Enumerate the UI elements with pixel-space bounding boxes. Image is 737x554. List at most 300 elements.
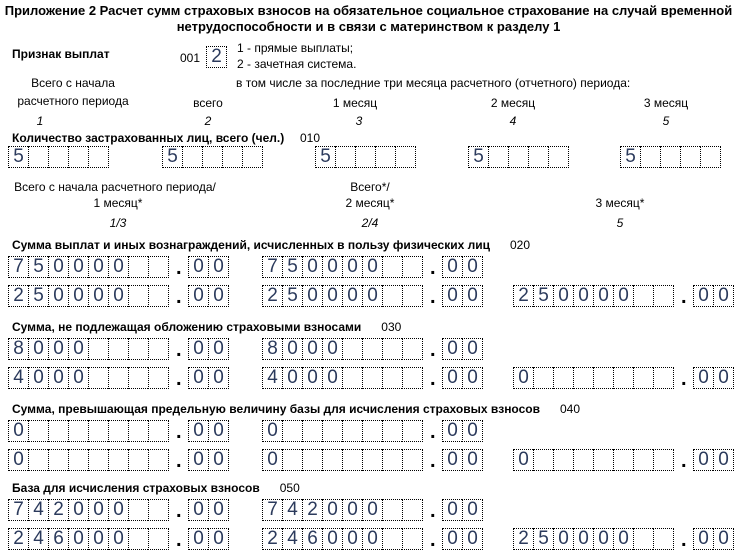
digit-cell xyxy=(342,367,362,389)
decimal-point: . xyxy=(176,500,182,522)
digit-cell xyxy=(382,367,402,389)
digit-cell: 0 xyxy=(693,449,713,471)
digit-field[interactable] xyxy=(442,499,483,521)
section-code: 040 xyxy=(560,402,581,416)
section-label: Сумма, превышающая предельную величину базы для исчисления страховых взносов xyxy=(12,402,540,416)
digit-cell: 0 xyxy=(322,338,342,360)
digit-cell xyxy=(148,338,169,360)
digit-cell: 4 xyxy=(28,499,48,521)
digit-cell xyxy=(395,146,416,168)
digit-cell xyxy=(28,146,48,168)
digit-cell xyxy=(382,449,402,471)
digit-cell xyxy=(402,420,423,442)
digit-field[interactable] xyxy=(693,285,734,307)
decimal-point: . xyxy=(176,529,182,551)
digit-cell: 5 xyxy=(315,146,335,168)
digit-cell xyxy=(128,499,148,521)
digit-cell xyxy=(108,338,128,360)
section-label: Сумма, не подлежащая обложению страховыми взносами xyxy=(12,320,362,334)
digit-cell: 0 xyxy=(362,256,382,278)
digit-cell xyxy=(335,146,355,168)
decimal-point: . xyxy=(430,529,436,551)
digit-cell: 0 xyxy=(442,338,462,360)
digit-cell: 7 xyxy=(8,499,28,521)
digit-cell xyxy=(633,528,653,550)
digit-field[interactable] xyxy=(620,146,721,168)
digit-field[interactable] xyxy=(442,367,483,389)
digit-cell: 5 xyxy=(162,146,182,168)
col-all: Всего*/ xyxy=(350,180,390,194)
digit-cell xyxy=(660,146,680,168)
decimal-point: . xyxy=(681,286,687,308)
digit-cell xyxy=(182,146,202,168)
digit-cell: 0 xyxy=(573,528,593,550)
decimal-point: . xyxy=(430,450,436,472)
digit-cell: 0 xyxy=(108,499,128,521)
digit-cell xyxy=(613,449,633,471)
digit-cell xyxy=(342,338,362,360)
digit-cell: 0 xyxy=(342,499,362,521)
digit-cell: 5 xyxy=(533,528,553,550)
digit-cell xyxy=(402,367,423,389)
sign-code: 001 xyxy=(180,51,201,65)
digit-cell: 0 xyxy=(613,528,633,550)
digit-cell: 0 xyxy=(88,285,108,307)
digit-cell xyxy=(653,449,674,471)
digit-cell xyxy=(362,367,382,389)
digit-cell: 2 xyxy=(302,499,322,521)
digit-cell xyxy=(148,528,169,550)
digit-cell: 0 xyxy=(48,285,68,307)
digit-cell: 0 xyxy=(88,256,108,278)
digit-cell xyxy=(700,146,721,168)
digit-cell: 5 xyxy=(533,285,553,307)
decimal-point: . xyxy=(176,339,182,361)
digit-field[interactable] xyxy=(442,420,483,442)
digit-cell: 4 xyxy=(282,499,302,521)
r010-code: 010 xyxy=(300,131,321,145)
digit-field[interactable] xyxy=(442,528,483,550)
digit-field[interactable] xyxy=(513,528,674,550)
digit-cell xyxy=(402,338,423,360)
digit-cell xyxy=(362,420,382,442)
digit-field[interactable] xyxy=(188,367,229,389)
digit-cell: 0 xyxy=(342,285,362,307)
digit-cell xyxy=(680,146,700,168)
digit-cell xyxy=(128,449,148,471)
digit-field[interactable] xyxy=(262,285,423,307)
decimal-point: . xyxy=(430,286,436,308)
digit-cell: 0 xyxy=(462,528,483,550)
digit-cell xyxy=(148,449,169,471)
digit-cell: 0 xyxy=(693,285,713,307)
digit-cell: 2 xyxy=(8,285,28,307)
digit-cell: 4 xyxy=(282,528,302,550)
digit-field[interactable] xyxy=(315,146,416,168)
digit-cell: 7 xyxy=(262,256,282,278)
decimal-point: . xyxy=(176,368,182,390)
digit-cell: 2 xyxy=(262,528,282,550)
col-num: 5 xyxy=(616,216,624,230)
digit-cell xyxy=(282,420,302,442)
digit-field[interactable] xyxy=(188,285,229,307)
digit-cell xyxy=(573,449,593,471)
digit-cell: 0 xyxy=(462,256,483,278)
digit-cell xyxy=(488,146,508,168)
digit-cell: 0 xyxy=(713,449,734,471)
digit-cell: 0 xyxy=(462,499,483,521)
digit-cell: 0 xyxy=(188,367,208,389)
sign-option-2: 2 - зачетная система. xyxy=(237,57,357,71)
decimal-point: . xyxy=(176,421,182,443)
digit-cell xyxy=(68,420,88,442)
digit-cell xyxy=(402,499,423,521)
digit-field[interactable] xyxy=(8,367,169,389)
col-num: 2/4 xyxy=(361,216,379,230)
digit-field[interactable] xyxy=(262,338,423,360)
digit-cell xyxy=(402,256,423,278)
digit-cell: 0 xyxy=(362,285,382,307)
digit-field[interactable] xyxy=(188,499,229,521)
digit-cell xyxy=(342,449,362,471)
digit-field[interactable] xyxy=(513,285,674,307)
digit-cell: 0 xyxy=(282,367,302,389)
digit-cell: 0 xyxy=(442,285,462,307)
col-num: 5 xyxy=(662,114,670,128)
digit-cell: 0 xyxy=(462,367,483,389)
digit-field[interactable] xyxy=(513,367,674,389)
col-num: 4 xyxy=(509,114,517,128)
digit-cell: 0 xyxy=(68,338,88,360)
decimal-point: . xyxy=(430,500,436,522)
digit-cell xyxy=(148,256,169,278)
digit-cell: 5 xyxy=(28,256,48,278)
digit-field[interactable] xyxy=(8,146,109,168)
digit-cell xyxy=(322,449,342,471)
digit-cell xyxy=(148,499,169,521)
digit-field[interactable] xyxy=(442,338,483,360)
digit-cell: 0 xyxy=(442,449,462,471)
decimal-point: . xyxy=(430,368,436,390)
digit-cell: 0 xyxy=(68,256,88,278)
digit-cell: 0 xyxy=(28,338,48,360)
digit-field[interactable] xyxy=(8,449,169,471)
digit-cell xyxy=(533,449,553,471)
digit-field[interactable] xyxy=(8,285,169,307)
digit-cell xyxy=(382,528,402,550)
digit-cell xyxy=(282,449,302,471)
digit-cell: 0 xyxy=(88,499,108,521)
digit-cell: 2 xyxy=(513,528,533,550)
digit-cell xyxy=(382,256,402,278)
digit-cell: 0 xyxy=(188,499,208,521)
digit-cell: 0 xyxy=(322,256,342,278)
digit-cell: 0 xyxy=(208,499,229,521)
col-m3: 3 месяц* xyxy=(595,196,645,210)
digit-cell: 0 xyxy=(188,528,208,550)
digit-field[interactable] xyxy=(513,449,674,471)
digit-cell xyxy=(362,449,382,471)
digit-field[interactable] xyxy=(8,256,169,278)
digit-cell xyxy=(28,449,48,471)
decimal-point: . xyxy=(681,368,687,390)
digit-cell: 7 xyxy=(262,499,282,521)
digit-cell xyxy=(128,528,148,550)
r010-label: Количество застрахованных лиц, всего (чел.) xyxy=(12,131,285,145)
digit-cell: 0 xyxy=(28,367,48,389)
digit-cell xyxy=(382,338,402,360)
digit-cell: 0 xyxy=(322,285,342,307)
section-code: 030 xyxy=(381,320,402,334)
digit-cell: 0 xyxy=(342,256,362,278)
digit-cell xyxy=(342,420,362,442)
digit-field[interactable] xyxy=(188,449,229,471)
digit-cell: 0 xyxy=(208,285,229,307)
digit-cell xyxy=(382,420,402,442)
digit-cell xyxy=(242,146,263,168)
digit-cell: 0 xyxy=(68,528,88,550)
col-m1: 1 месяц xyxy=(332,96,378,110)
digit-cell: 0 xyxy=(88,528,108,550)
digit-cell xyxy=(553,449,573,471)
digit-cell xyxy=(508,146,528,168)
digit-cell: 0 xyxy=(442,367,462,389)
section-code: 020 xyxy=(509,238,530,252)
digit-cell: 0 xyxy=(48,338,68,360)
digit-cell: 0 xyxy=(188,285,208,307)
digit-cell: 8 xyxy=(8,338,28,360)
digit-cell: 0 xyxy=(302,256,322,278)
digit-cell xyxy=(322,420,342,442)
digit-cell xyxy=(573,367,593,389)
digit-cell: 0 xyxy=(302,367,322,389)
digit-cell: 0 xyxy=(108,256,128,278)
sign-option-1: 1 - прямые выплаты; xyxy=(237,41,354,55)
digit-cell xyxy=(553,367,573,389)
digit-cell: 0 xyxy=(48,256,68,278)
digit-field[interactable] xyxy=(8,528,169,550)
digit-field[interactable] xyxy=(693,367,734,389)
digit-cell: 2 xyxy=(262,285,282,307)
digit-cell: 0 xyxy=(613,285,633,307)
sign-label: Признак выплат xyxy=(12,47,110,61)
digit-cell: 5 xyxy=(8,146,28,168)
digit-cell: 0 xyxy=(8,449,28,471)
digit-cell xyxy=(362,338,382,360)
digit-cell: 0 xyxy=(208,420,229,442)
digit-cell: 0 xyxy=(108,528,128,550)
digit-cell xyxy=(593,367,613,389)
digit-cell: 6 xyxy=(302,528,322,550)
digit-cell: 2 xyxy=(48,499,68,521)
digit-cell xyxy=(402,285,423,307)
digit-field[interactable] xyxy=(262,420,423,442)
digit-cell xyxy=(382,499,402,521)
digit-cell xyxy=(48,420,68,442)
digit-cell: 0 xyxy=(362,528,382,550)
digit-cell xyxy=(640,146,660,168)
digit-cell: 0 xyxy=(188,338,208,360)
digit-cell: 0 xyxy=(322,367,342,389)
digit-cell xyxy=(533,367,553,389)
digit-cell: 0 xyxy=(108,285,128,307)
digit-cell xyxy=(68,449,88,471)
digit-cell xyxy=(108,420,128,442)
digit-field[interactable] xyxy=(262,367,423,389)
digit-field[interactable] xyxy=(188,256,229,278)
digit-cell: 0 xyxy=(713,528,734,550)
digit-cell xyxy=(382,285,402,307)
digit-cell: 5 xyxy=(620,146,640,168)
col-num: 2 xyxy=(204,114,212,128)
digit-cell: 0 xyxy=(342,528,362,550)
digit-cell: 0 xyxy=(462,285,483,307)
digit-cell: 0 xyxy=(573,285,593,307)
col-all: всего xyxy=(193,96,223,110)
col-m3: 3 месяц xyxy=(643,96,689,110)
decimal-point: . xyxy=(430,339,436,361)
digit-cell: 0 xyxy=(188,256,208,278)
col-total-label-2: 1 месяц* xyxy=(93,196,143,210)
digit-cell xyxy=(202,146,222,168)
digit-field[interactable] xyxy=(442,256,483,278)
digit-field[interactable] xyxy=(8,499,169,521)
digit-cell xyxy=(402,528,423,550)
digit-cell xyxy=(633,367,653,389)
digit-cell xyxy=(528,146,548,168)
digit-cell: 0 xyxy=(513,367,533,389)
digit-cell: 0 xyxy=(513,449,533,471)
digit-field[interactable] xyxy=(262,449,423,471)
decimal-point: . xyxy=(681,529,687,551)
col-m2: 2 месяц xyxy=(490,96,536,110)
col-total-label: Всего с начала расчетного периода/ xyxy=(14,180,216,194)
digit-cell: 0 xyxy=(188,420,208,442)
digit-cell xyxy=(148,285,169,307)
digit-cell: 0 xyxy=(693,528,713,550)
digit-field[interactable] xyxy=(442,449,483,471)
col-num: 1 xyxy=(36,114,44,128)
digit-cell: 2 xyxy=(206,46,227,68)
digit-cell xyxy=(548,146,569,168)
digit-cell: 0 xyxy=(462,420,483,442)
digit-cell xyxy=(88,338,108,360)
form-title: Приложение 2 Расчет сумм страховых взносов на обязательное социальное страхование на случай временной нетрудоспособности и в связи с материнством к разделу 1 xyxy=(4,3,733,34)
sign-field[interactable] xyxy=(206,46,227,68)
digit-cell: 4 xyxy=(28,528,48,550)
digit-cell xyxy=(653,528,674,550)
digit-field[interactable] xyxy=(262,499,423,521)
digit-field[interactable] xyxy=(8,420,169,442)
digit-field[interactable] xyxy=(188,420,229,442)
digit-cell: 5 xyxy=(282,285,302,307)
digit-cell: 2 xyxy=(8,528,28,550)
digit-cell: 0 xyxy=(188,449,208,471)
digit-cell: 0 xyxy=(442,499,462,521)
digit-cell: 0 xyxy=(713,367,734,389)
digit-field[interactable] xyxy=(442,285,483,307)
decimal-point: . xyxy=(430,421,436,443)
digit-cell: 0 xyxy=(442,420,462,442)
digit-cell xyxy=(128,285,148,307)
digit-cell xyxy=(128,256,148,278)
digit-field[interactable] xyxy=(262,528,423,550)
digit-cell: 0 xyxy=(208,528,229,550)
col-num: 3 xyxy=(355,114,363,128)
digit-field[interactable] xyxy=(188,338,229,360)
digit-cell xyxy=(613,367,633,389)
col-total-label: Всего с начала xyxy=(31,76,115,90)
digit-cell xyxy=(653,367,674,389)
digit-cell xyxy=(68,146,88,168)
digit-cell: 4 xyxy=(8,367,28,389)
digit-cell xyxy=(48,449,68,471)
digit-cell: 0 xyxy=(362,499,382,521)
digit-cell: 0 xyxy=(262,420,282,442)
decimal-point: . xyxy=(176,286,182,308)
digit-field[interactable] xyxy=(693,449,734,471)
digit-cell xyxy=(633,285,653,307)
digit-cell: 5 xyxy=(28,285,48,307)
digit-field[interactable] xyxy=(8,338,169,360)
digit-cell: 5 xyxy=(282,256,302,278)
section-code: 050 xyxy=(279,481,300,495)
digit-cell xyxy=(302,449,322,471)
decimal-point: . xyxy=(681,450,687,472)
digit-cell: 0 xyxy=(302,285,322,307)
digit-cell: 0 xyxy=(593,285,613,307)
col-num: 1/3 xyxy=(109,216,127,230)
digit-cell: 0 xyxy=(68,499,88,521)
digit-cell: 6 xyxy=(48,528,68,550)
decimal-point: . xyxy=(430,257,436,279)
digit-cell xyxy=(88,449,108,471)
digit-field[interactable] xyxy=(262,256,423,278)
digit-cell xyxy=(148,420,169,442)
digit-cell: 0 xyxy=(693,367,713,389)
digit-field[interactable] xyxy=(162,146,263,168)
digit-field[interactable] xyxy=(693,528,734,550)
digit-cell: 0 xyxy=(553,285,573,307)
digit-cell xyxy=(128,367,148,389)
digit-cell: 0 xyxy=(68,367,88,389)
digit-cell: 5 xyxy=(468,146,488,168)
digit-cell xyxy=(402,449,423,471)
digit-cell: 0 xyxy=(262,449,282,471)
digit-cell: 0 xyxy=(553,528,573,550)
digit-cell xyxy=(88,367,108,389)
digit-cell: 0 xyxy=(48,367,68,389)
digit-cell xyxy=(302,420,322,442)
digit-cell xyxy=(633,449,653,471)
digit-field[interactable] xyxy=(188,528,229,550)
digit-field[interactable] xyxy=(468,146,569,168)
digit-cell: 0 xyxy=(208,256,229,278)
digit-cell: 7 xyxy=(8,256,28,278)
digit-cell xyxy=(593,449,613,471)
digit-cell: 0 xyxy=(322,528,342,550)
digit-cell xyxy=(128,338,148,360)
digit-cell: 0 xyxy=(208,367,229,389)
digit-cell: 0 xyxy=(593,528,613,550)
digit-cell: 0 xyxy=(68,285,88,307)
digit-cell: 0 xyxy=(322,499,342,521)
digit-cell xyxy=(148,367,169,389)
col-total-label-2: расчетного периода xyxy=(17,94,129,108)
digit-cell: 0 xyxy=(462,449,483,471)
digit-cell: 0 xyxy=(302,338,322,360)
digit-cell xyxy=(48,146,68,168)
